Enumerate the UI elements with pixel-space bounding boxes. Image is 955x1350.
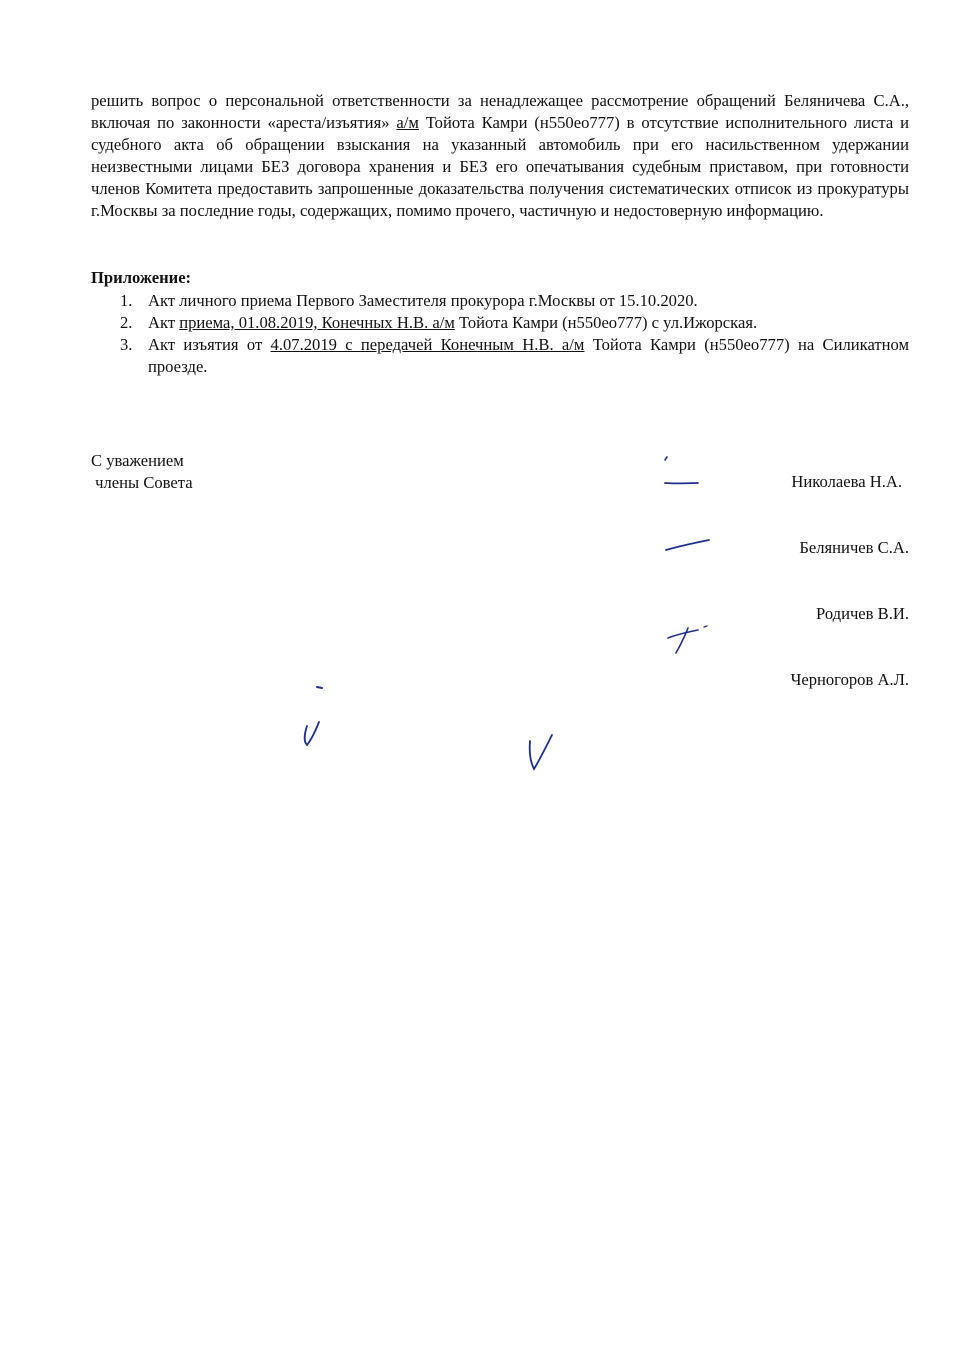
appendix-item: [91, 312, 909, 334]
signer-name-rodichev: Родичев В.И.: [816, 604, 909, 623]
signature-mark-1: [295, 680, 335, 750]
appendix-item-number: 1.: [120, 291, 133, 310]
appendix-item-text-a: Акт изъятия от: [148, 335, 271, 354]
signature-belyanichev: [660, 532, 720, 562]
closing-block: [91, 450, 193, 494]
paragraph-part-1: решить вопрос о персональной ответственности за ненадлежащее рассмотрение обращений Беляничева С.А., включая по законности «ареста/изъятия»: [91, 91, 909, 132]
closing-line-1: С уважением: [91, 451, 184, 470]
appendix-item: [91, 334, 909, 378]
signature-rodichev: [660, 620, 720, 660]
appendix-item-number: 3.: [120, 335, 133, 354]
appendix-item-text: Акт личного приема Первого Заместителя прокурора г.Москвы от 15.10.2020.: [148, 291, 698, 310]
signature-mark-2: [520, 725, 560, 775]
paragraph-underlined-am: а/м: [396, 113, 419, 132]
appendix-item: [91, 290, 909, 312]
appendix-item-text-underlined: приема, 01.08.2019, Конечных Н.В. а/м: [179, 313, 455, 332]
appendix-item-text-c: Тойота Камри (н550ео777) с ул.Ижорская.: [454, 313, 758, 332]
signer-name-chernogorov: Черногоров А.Л.: [790, 670, 909, 689]
signature-nikolaeva: [655, 452, 715, 492]
closing-line-2: члены Совета: [91, 473, 193, 492]
appendix-item-text-underlined: 4.07.2019 с передачей Конечным Н.В. а/м: [270, 335, 585, 354]
signer-name-nikolaeva: Николаева Н.А.: [791, 472, 902, 491]
main-paragraph: [91, 90, 909, 222]
appendix-item-number: 2.: [120, 313, 133, 332]
appendix-list: [91, 290, 909, 378]
appendix-item-text-a: Акт: [148, 313, 180, 332]
appendix-item-text-c: Тойота Камри (н550ео777) на Силикатном проезде.: [148, 335, 910, 376]
signer-name-belyanichev: Беляничев С.А.: [799, 538, 909, 557]
paragraph-part-3: Тойота Камри (н550ео777) в отсутствие исполнительного листа и судебного акта об обращении взыскания на указанный автомобиль при его насильственном удержании неизвестными лицами БЕЗ договора хранения и БЕЗ его опечатывания судебным приставом, при готовности членов Комитета предоставить запрошенные доказательства получения систематических отписок из прокуратуры г.Москвы за последние годы, содержащих, помимо прочего, частичную и недостоверную информацию.: [91, 113, 909, 220]
appendix-heading: Приложение:: [91, 268, 192, 287]
